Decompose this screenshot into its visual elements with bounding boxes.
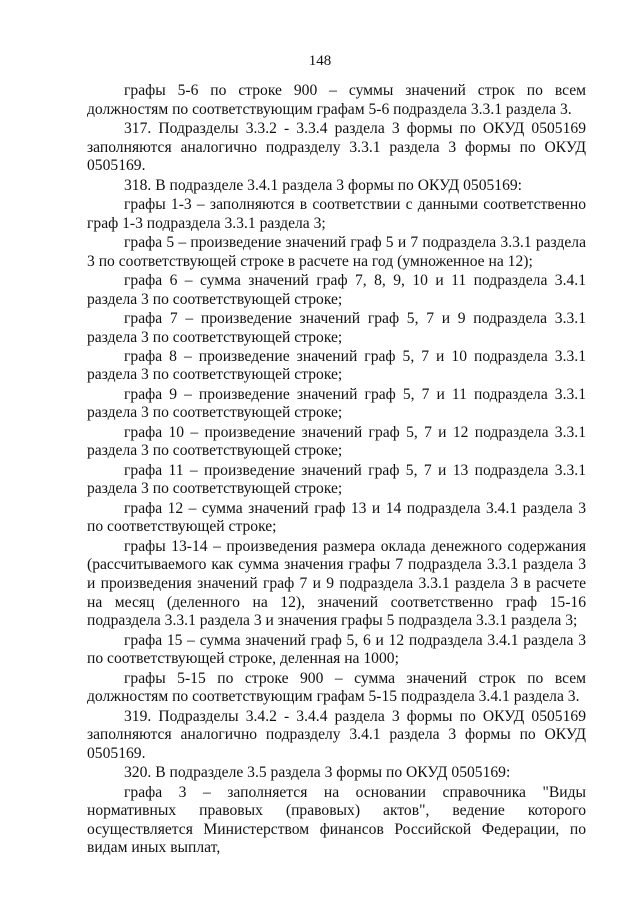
paragraph: графы 5-15 по строке 900 – сумма значений строк по всем должностям по соответствующим графам 5-15 подраздела 3.4.1 раздела 3. [87,669,586,706]
paragraph: графа 3 – заполняется на основании справочника "Виды нормативных правовых (правовых) актов", ведение которого осуществляется Министерством финансов Российской Федерации, по видам иных выплат, [87,783,586,857]
paragraph: графа 7 – произведение значений граф 5, 7 и 9 подраздела 3.3.1 раздела 3 по соответствующей строке; [87,309,586,346]
paragraph: графа 5 – произведение значений граф 5 и 7 подраздела 3.3.1 раздела 3 по соответствующей строке в расчете на год (умноженное на 12); [87,233,586,270]
paragraph: графа 11 – произведение значений граф 5, 7 и 13 подраздела 3.3.1 раздела 3 по соответствующей строке; [87,461,586,498]
paragraph: 318. В подразделе 3.4.1 раздела 3 формы по ОКУД 0505169: [124,176,523,194]
paragraph: графа 9 – произведение значений граф 5, 7 и 11 подраздела 3.3.1 раздела 3 по соответствующей строке; [87,385,586,422]
page-number: 148 [308,53,332,69]
paragraph: 320. В подразделе 3.5 раздела 3 формы по ОКУД 0505169: [124,764,511,782]
paragraph: 319. Подразделы 3.4.2 - 3.4.4 раздела 3 формы по ОКУД 0505169 заполняются аналогично подразделу 3.4.1 раздела 3 формы по ОКУД 0505169. [87,707,586,762]
paragraph: графа 8 – произведение значений граф 5, 7 и 10 подраздела 3.3.1 раздела 3 по соответствующей строке; [87,347,586,384]
paragraph: графы 5-6 по строке 900 – суммы значений строк по всем должностям по соответствующим графам 5-6 подраздела 3.3.1 раздела 3. [87,82,586,118]
paragraph: графа 12 – сумма значений граф 13 и 14 подраздела 3.4.1 раздела 3 по соответствующей строке; [87,499,586,536]
document-body [87,82,586,859]
paragraph: графа 15 – сумма значений граф 5, 6 и 12 подраздела 3.4.1 раздела 3 по соответствующей строке, деленная на 1000; [87,631,586,668]
paragraph: графы 1-3 – заполняются в соответствии с данными соответственно граф 1-3 подраздела 3.3.1 раздела 3; [87,195,586,232]
paragraph: графа 10 – произведение значений граф 5, 7 и 12 подраздела 3.3.1 раздела 3 по соответствующей строке; [87,423,586,460]
paragraph: 317. Подразделы 3.3.2 - 3.3.4 раздела 3 формы по ОКУД 0505169 заполняются аналогично подразделу 3.3.1 раздела 3 формы по ОКУД 0505169. [87,119,586,175]
paragraph: графа 6 – сумма значений граф 7, 8, 9, 10 и 11 подраздела 3.4.1 раздела 3 по соответствующей строке; [87,271,586,308]
paragraph: графы 13-14 – произведения размера оклада денежного содержания (рассчитываемого как сумма значения графы 7 подраздела 3.3.1 раздела 3 и произведения значений граф 7 и 9 подраздела 3.3.1 раздела 3 в расчете на месяц (деленного на 12), значений соответственно граф 15-16 подраздела 3.3.1 раздела 3 и значения графы 5 подраздела 3.3.1 раздела 3; [87,537,586,630]
